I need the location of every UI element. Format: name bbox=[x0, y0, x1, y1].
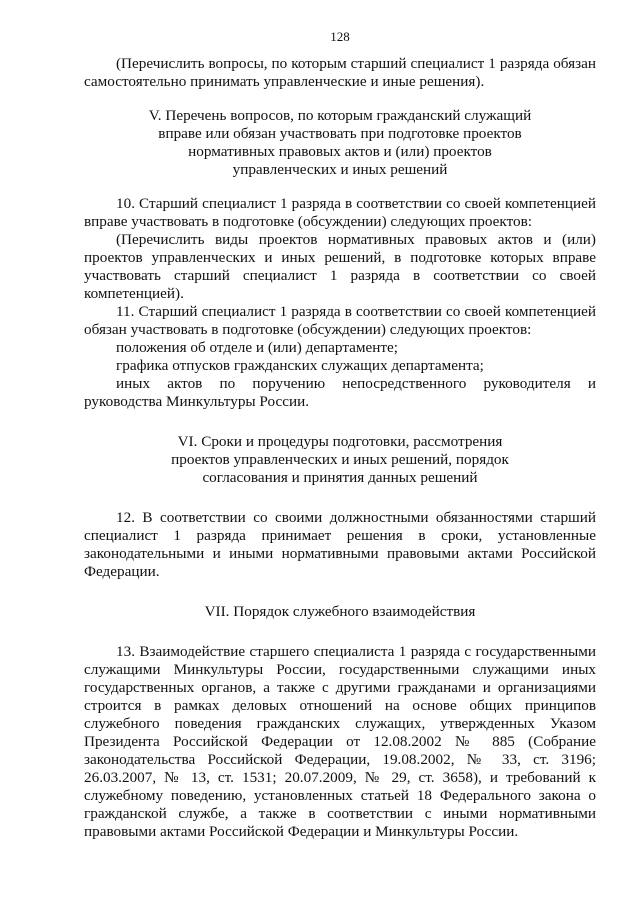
intro-paragraph: (Перечислить вопросы, по которым старший специалист 1 разряда обязан самостоятельно принимать управленческие и иные решения). bbox=[84, 55, 596, 90]
paragraph-13: 13. Взаимодействие старшего специалиста 1 разряда с государственными служащими Минкультуры России, государственными служащими иных государственных органов, а также с другими гражданами и организациями строится в рамках деловых отношений на основе общих принципов служебного поведения гражданских служащих, утвержденных Указом Президента Российской Федерации от 12.08.2002 № 885 (Собрание законодательства Российской Федерации, 19.08.2002, № 33, ст. 3196; 26.03.2007, № 13, ст. 1531; 20.07.2009, № 29, ст. 3658), и требований к служебному поведению, установленных статьей 18 Федерального закона о гражданской службе, а также в соответствии с иными нормативными правовыми актами Российской Федерации и Минкультуры России. bbox=[84, 643, 596, 840]
section-5-heading-line: V. Перечень вопросов, по которым гражданский служащий bbox=[148, 107, 532, 124]
page-number: 128 bbox=[330, 29, 350, 44]
list-item: иных актов по поручению непосредственного руководителя и руководства Минкультуры России. bbox=[84, 375, 596, 410]
paragraph-12: 12. В соответствии со своими должностными обязанностями старший специалист 1 разряда принимает решения в сроки, установленные законодательными и иными нормативными правовыми актами Российской Федерации. bbox=[84, 509, 596, 580]
paragraph-11: 11. Старший специалист 1 разряда в соответствии со своей компетенцией обязан участвовать в подготовке (обсуждении) следующих проектов: bbox=[84, 303, 596, 338]
paragraph-11-list bbox=[84, 339, 596, 411]
section-6-heading-line: проектов управленческих и иных решений, порядок bbox=[171, 451, 509, 468]
paragraph-10: 10. Старший специалист 1 разряда в соответствии со своей компетенцией вправе участвовать в подготовке (обсуждении) следующих проектов: bbox=[84, 195, 596, 230]
section-5-heading-line: нормативных правовых актов и (или) проектов bbox=[188, 143, 492, 160]
section-6-heading-line: VI. Сроки и процедуры подготовки, рассмотрения bbox=[177, 433, 503, 450]
document-page bbox=[84, 28, 596, 841]
section-5-heading-line: вправе или обязан участвовать при подготовке проектов bbox=[158, 125, 522, 142]
section-5-heading-line: управленческих и иных решений bbox=[232, 161, 448, 178]
list-item: графика отпусков гражданских служащих департамента; bbox=[116, 357, 484, 374]
section-5-heading bbox=[84, 107, 596, 179]
section-7-heading: VII. Порядок служебного взаимодействия bbox=[204, 603, 476, 620]
list-item: положения об отделе и (или) департаменте; bbox=[116, 339, 398, 356]
section-6-heading-line: согласования и принятия данных решений bbox=[202, 469, 478, 486]
paragraph-10-note: (Перечислить виды проектов нормативных правовых актов и (или) проектов управленческих и иных решений, в подготовке которых вправе участвовать старший специалист 1 разряда в соответствии со своей компетенцией). bbox=[84, 231, 596, 302]
section-6-heading bbox=[84, 433, 596, 487]
